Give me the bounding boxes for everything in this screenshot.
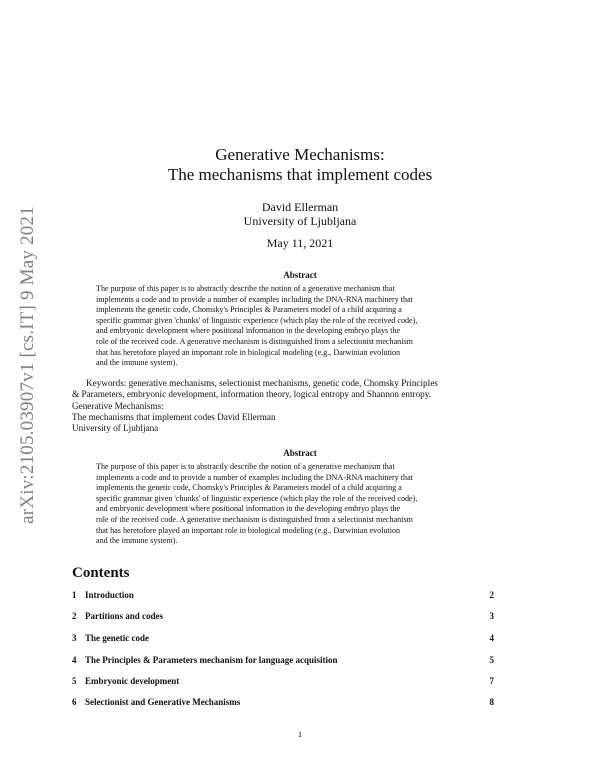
abstract2-line: specific grammar given 'chunks' of linguistic experience (which play the role of the received code), (96, 493, 418, 503)
abstract2-line: role of the received code. A generative mechanism is distinguished from a selectionist mechanism (96, 514, 413, 524)
toc-label: Partitions and codes (85, 611, 164, 621)
abstract2-line: and embryonic development where positional information in the developing embryo plays the (96, 504, 401, 514)
abstract2-line: The purpose of this paper is to abstractly describe the notion of a generative mechanism that (96, 462, 395, 471)
keywords-line: Keywords: generative mechanisms, selectionist mechanisms, genetic code, Chomsky Principles (86, 378, 438, 388)
abstract2-line: implements the genetic code, Chomsky's Principles & Parameters model of a child acquiring a (96, 483, 402, 493)
abstract2-heading: Abstract (283, 448, 317, 458)
toc-number: 6 (72, 697, 77, 707)
toc-entry-partitions[interactable] (72, 611, 494, 625)
toc-number: 3 (72, 633, 77, 643)
toc-entry-introduction[interactable] (72, 590, 494, 604)
abstract-line: and the immune system). (96, 358, 178, 368)
toc-page: 4 (489, 633, 494, 643)
toc-page: 7 (489, 676, 494, 686)
author-name: David Ellerman (261, 200, 339, 214)
title-line-1: Generative Mechanisms: (215, 145, 385, 164)
toc-entry-principles-parameters[interactable] (72, 655, 494, 669)
abstract-line: implements the genetic code, Chomsky's Principles & Parameters model of a child acquiring a (96, 305, 402, 315)
toc-number: 2 (72, 611, 77, 621)
toc-page: 5 (489, 655, 494, 665)
toc-entry-selectionist[interactable] (72, 697, 494, 711)
toc-entry-genetic-code[interactable] (72, 633, 494, 647)
abstract2-line: and the immune system). (96, 536, 178, 546)
toc-page: 8 (489, 697, 494, 707)
abstract-line: and embryonic development where positional information in the developing embryo plays the (96, 326, 401, 336)
page-number: 1 (297, 729, 303, 739)
toc-label: Embryonic development (85, 676, 180, 686)
abstract2-body (96, 462, 470, 547)
author-affiliation: University of Ljubljana (243, 214, 357, 228)
arxiv-stamp-text: arXiv:2105.03907v1 [cs.IT] 9 May 2021 (17, 206, 38, 524)
repeat-title-line: Generative Mechanisms: (72, 400, 164, 411)
toc-page: 2 (489, 590, 494, 600)
keywords-line: & Parameters, embryonic development, information theory, logical entropy and Shannon entropy. (72, 389, 432, 400)
repeat-title-line: The mechanisms that implement codes David Ellerman (72, 411, 276, 422)
toc-number: 4 (72, 655, 77, 665)
toc-entry-embryonic[interactable] (72, 676, 494, 690)
keywords-block (72, 378, 498, 434)
toc-number: 5 (72, 676, 77, 686)
abstract2-line: implements a code and to provide a number of examples including the DNA-RNA machinery that (96, 472, 413, 482)
abstract-line: role of the received code. A generative mechanism is distinguished from a selectionist mechanism (96, 336, 413, 346)
abstract-heading: Abstract (283, 270, 317, 280)
contents-heading: Contents (72, 565, 130, 581)
toc-label: The genetic code (85, 633, 149, 643)
toc-page: 3 (489, 611, 494, 621)
abstract-line: specific grammar given 'chunks' of linguistic experience (which play the role of the received code), (96, 315, 418, 325)
paper-date: May 11, 2021 (266, 236, 334, 250)
title-line-2: The mechanisms that implement codes (167, 165, 433, 184)
repeat-affiliation-line: University of Ljubljana (72, 423, 159, 434)
toc-number: 1 (72, 590, 77, 600)
toc-label: Selectionist and Generative Mechanisms (85, 697, 241, 707)
abstract-body (96, 284, 470, 369)
abstract-line: The purpose of this paper is to abstractly describe the notion of a generative mechanism that (96, 284, 395, 293)
toc-label: Introduction (85, 590, 134, 600)
abstract-line: that has heretofore played an important role in biological modeling (e.g., Darwinian evolution (96, 347, 401, 357)
toc-label: The Principles & Parameters mechanism for language acquisition (85, 655, 338, 665)
abstract2-line: that has heretofore played an important role in biological modeling (e.g., Darwinian evolution (96, 525, 401, 535)
abstract-line: implements a code and to provide a number of examples including the DNA-RNA machinery that (96, 294, 413, 304)
